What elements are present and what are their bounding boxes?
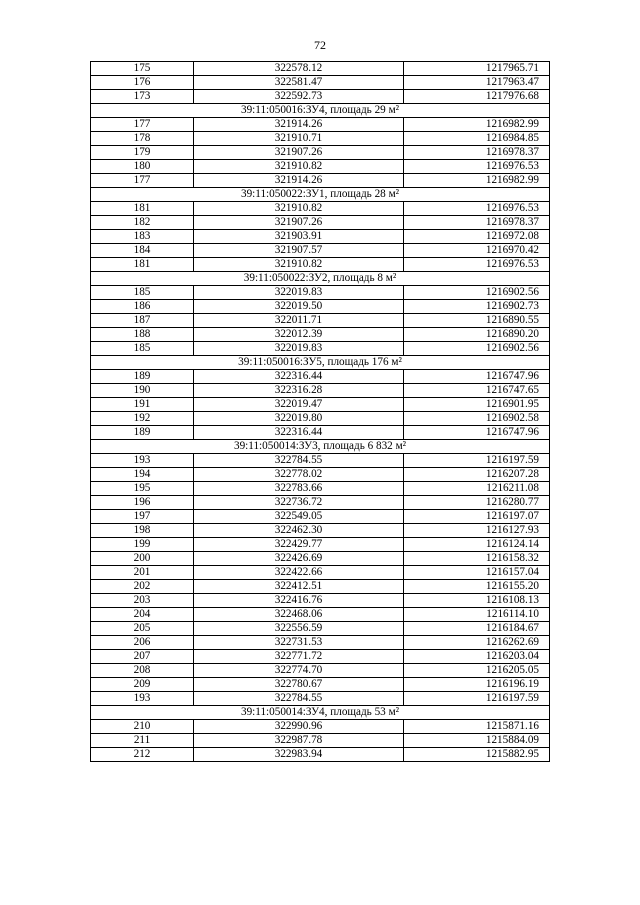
x-coordinate-cell: 322422.66 (194, 566, 404, 580)
y-coordinate-cell: 1216982.99 (404, 174, 550, 188)
table-row (91, 146, 550, 160)
table-row (91, 538, 550, 552)
y-coordinate-cell: 1216108.13 (404, 594, 550, 608)
point-number-cell: 212 (91, 748, 194, 762)
table-row (91, 370, 550, 384)
table-row (91, 664, 550, 678)
point-number-cell: 177 (91, 118, 194, 132)
point-number-cell: 208 (91, 664, 194, 678)
table-row (91, 748, 550, 762)
y-coordinate-cell: 1216207.28 (404, 468, 550, 482)
y-coordinate-cell: 1217976.68 (404, 90, 550, 104)
point-number-cell: 189 (91, 426, 194, 440)
y-coordinate-cell: 1216211.08 (404, 482, 550, 496)
table-row (91, 202, 550, 216)
y-coordinate-cell: 1216205.05 (404, 664, 550, 678)
x-coordinate-cell: 321903.91 (194, 230, 404, 244)
x-coordinate-cell: 322592.73 (194, 90, 404, 104)
point-number-cell: 180 (91, 160, 194, 174)
y-coordinate-cell: 1216901.95 (404, 398, 550, 412)
point-number-cell: 183 (91, 230, 194, 244)
table-row (91, 426, 550, 440)
table-row (91, 314, 550, 328)
point-number-cell: 175 (91, 62, 194, 76)
point-number-cell: 207 (91, 650, 194, 664)
x-coordinate-cell: 322316.44 (194, 370, 404, 384)
table-row (91, 650, 550, 664)
x-coordinate-cell: 322578.12 (194, 62, 404, 76)
y-coordinate-cell: 1216984.85 (404, 132, 550, 146)
y-coordinate-cell: 1216196.19 (404, 678, 550, 692)
point-number-cell: 189 (91, 370, 194, 384)
y-coordinate-cell: 1216976.53 (404, 160, 550, 174)
table-row (91, 398, 550, 412)
point-number-cell: 177 (91, 174, 194, 188)
table-row (91, 342, 550, 356)
y-coordinate-cell: 1216902.73 (404, 300, 550, 314)
x-coordinate-cell: 322983.94 (194, 748, 404, 762)
x-coordinate-cell: 322736.72 (194, 496, 404, 510)
section-title: 39:11:050014:ЗУ4, площадь 53 м² (91, 706, 550, 720)
table-row (91, 636, 550, 650)
y-coordinate-cell: 1216890.20 (404, 328, 550, 342)
y-coordinate-cell: 1216157.04 (404, 566, 550, 580)
section-title-row (91, 188, 550, 202)
table-row (91, 132, 550, 146)
table-row (91, 216, 550, 230)
y-coordinate-cell: 1216747.96 (404, 370, 550, 384)
x-coordinate-cell: 321914.26 (194, 174, 404, 188)
y-coordinate-cell: 1215882.95 (404, 748, 550, 762)
x-coordinate-cell: 321910.82 (194, 202, 404, 216)
table-row (91, 258, 550, 272)
y-coordinate-cell: 1216155.20 (404, 580, 550, 594)
point-number-cell: 203 (91, 594, 194, 608)
point-number-cell: 202 (91, 580, 194, 594)
x-coordinate-cell: 322556.59 (194, 622, 404, 636)
y-coordinate-cell: 1216197.59 (404, 692, 550, 706)
point-number-cell: 186 (91, 300, 194, 314)
point-number-cell: 194 (91, 468, 194, 482)
x-coordinate-cell: 321910.82 (194, 160, 404, 174)
point-number-cell: 196 (91, 496, 194, 510)
x-coordinate-cell: 322316.28 (194, 384, 404, 398)
x-coordinate-cell: 322012.39 (194, 328, 404, 342)
point-number-cell: 211 (91, 734, 194, 748)
x-coordinate-cell: 322549.05 (194, 510, 404, 524)
y-coordinate-cell: 1216184.67 (404, 622, 550, 636)
y-coordinate-cell: 1216902.58 (404, 412, 550, 426)
y-coordinate-cell: 1216114.10 (404, 608, 550, 622)
x-coordinate-cell: 322774.70 (194, 664, 404, 678)
point-number-cell: 173 (91, 90, 194, 104)
y-coordinate-cell: 1216890.55 (404, 314, 550, 328)
y-coordinate-cell: 1216262.69 (404, 636, 550, 650)
point-number-cell: 206 (91, 636, 194, 650)
table-row (91, 734, 550, 748)
table-row (91, 160, 550, 174)
x-coordinate-cell: 322412.51 (194, 580, 404, 594)
table-row (91, 62, 550, 76)
x-coordinate-cell: 322019.80 (194, 412, 404, 426)
x-coordinate-cell: 322780.67 (194, 678, 404, 692)
x-coordinate-cell: 322019.83 (194, 286, 404, 300)
table-row (91, 286, 550, 300)
point-number-cell: 184 (91, 244, 194, 258)
x-coordinate-cell: 322011.71 (194, 314, 404, 328)
y-coordinate-cell: 1215871.16 (404, 720, 550, 734)
x-coordinate-cell: 322316.44 (194, 426, 404, 440)
section-title: 39:11:050016:ЗУ4, площадь 29 м² (91, 104, 550, 118)
point-number-cell: 209 (91, 678, 194, 692)
point-number-cell: 197 (91, 510, 194, 524)
y-coordinate-cell: 1216197.07 (404, 510, 550, 524)
table-row (91, 300, 550, 314)
x-coordinate-cell: 322784.55 (194, 692, 404, 706)
y-coordinate-cell: 1216902.56 (404, 286, 550, 300)
y-coordinate-cell: 1216127.93 (404, 524, 550, 538)
point-number-cell: 187 (91, 314, 194, 328)
y-coordinate-cell: 1217963.47 (404, 76, 550, 90)
x-coordinate-cell: 322019.47 (194, 398, 404, 412)
point-number-cell: 198 (91, 524, 194, 538)
table-row (91, 566, 550, 580)
y-coordinate-cell: 1216972.08 (404, 230, 550, 244)
y-coordinate-cell: 1216982.99 (404, 118, 550, 132)
section-title: 39:11:050016:ЗУ5, площадь 176 м² (91, 356, 550, 370)
point-number-cell: 179 (91, 146, 194, 160)
section-title: 39:11:050022:ЗУ1, площадь 28 м² (91, 188, 550, 202)
table-row (91, 552, 550, 566)
table-row (91, 622, 550, 636)
point-number-cell: 188 (91, 328, 194, 342)
table-row (91, 328, 550, 342)
x-coordinate-cell: 322426.69 (194, 552, 404, 566)
x-coordinate-cell: 322468.06 (194, 608, 404, 622)
section-title-row (91, 104, 550, 118)
y-coordinate-cell: 1216976.53 (404, 202, 550, 216)
point-number-cell: 185 (91, 342, 194, 356)
y-coordinate-cell: 1216978.37 (404, 216, 550, 230)
table-row (91, 174, 550, 188)
x-coordinate-cell: 322581.47 (194, 76, 404, 90)
point-number-cell: 176 (91, 76, 194, 90)
table-row (91, 230, 550, 244)
x-coordinate-cell: 322990.96 (194, 720, 404, 734)
x-coordinate-cell: 322462.30 (194, 524, 404, 538)
table-row (91, 76, 550, 90)
page-number: 72 (314, 38, 326, 52)
point-number-cell: 199 (91, 538, 194, 552)
point-number-cell: 193 (91, 692, 194, 706)
section-title: 39:11:050022:ЗУ2, площадь 8 м² (91, 272, 550, 286)
point-number-cell: 195 (91, 482, 194, 496)
x-coordinate-cell: 322771.72 (194, 650, 404, 664)
point-number-cell: 210 (91, 720, 194, 734)
y-coordinate-cell: 1216902.56 (404, 342, 550, 356)
table-row (91, 580, 550, 594)
table-row (91, 90, 550, 104)
table-row (91, 118, 550, 132)
point-number-cell: 185 (91, 286, 194, 300)
x-coordinate-cell: 321910.82 (194, 258, 404, 272)
point-number-cell: 181 (91, 202, 194, 216)
coordinates-table (90, 61, 550, 762)
point-number-cell: 192 (91, 412, 194, 426)
y-coordinate-cell: 1217965.71 (404, 62, 550, 76)
section-title-row (91, 356, 550, 370)
table-row (91, 720, 550, 734)
table-row (91, 678, 550, 692)
y-coordinate-cell: 1216976.53 (404, 258, 550, 272)
point-number-cell: 201 (91, 566, 194, 580)
section-title-row (91, 706, 550, 720)
y-coordinate-cell: 1216197.59 (404, 454, 550, 468)
point-number-cell: 190 (91, 384, 194, 398)
x-coordinate-cell: 321907.26 (194, 216, 404, 230)
table-row (91, 412, 550, 426)
x-coordinate-cell: 322731.53 (194, 636, 404, 650)
point-number-cell: 193 (91, 454, 194, 468)
y-coordinate-cell: 1216280.77 (404, 496, 550, 510)
table-row (91, 384, 550, 398)
table-row (91, 468, 550, 482)
point-number-cell: 200 (91, 552, 194, 566)
point-number-cell: 182 (91, 216, 194, 230)
x-coordinate-cell: 322783.66 (194, 482, 404, 496)
x-coordinate-cell: 322784.55 (194, 454, 404, 468)
x-coordinate-cell: 321907.57 (194, 244, 404, 258)
y-coordinate-cell: 1215884.09 (404, 734, 550, 748)
y-coordinate-cell: 1216978.37 (404, 146, 550, 160)
table-row (91, 692, 550, 706)
point-number-cell: 205 (91, 622, 194, 636)
x-coordinate-cell: 322019.83 (194, 342, 404, 356)
table-row (91, 524, 550, 538)
section-title-row (91, 272, 550, 286)
table-row (91, 454, 550, 468)
point-number-cell: 178 (91, 132, 194, 146)
y-coordinate-cell: 1216203.04 (404, 650, 550, 664)
y-coordinate-cell: 1216970.42 (404, 244, 550, 258)
table-row (91, 608, 550, 622)
x-coordinate-cell: 322429.77 (194, 538, 404, 552)
y-coordinate-cell: 1216747.96 (404, 426, 550, 440)
point-number-cell: 204 (91, 608, 194, 622)
table-row (91, 510, 550, 524)
y-coordinate-cell: 1216158.32 (404, 552, 550, 566)
x-coordinate-cell: 322019.50 (194, 300, 404, 314)
table-row (91, 482, 550, 496)
x-coordinate-cell: 322416.76 (194, 594, 404, 608)
table-row (91, 244, 550, 258)
point-number-cell: 181 (91, 258, 194, 272)
point-number-cell: 191 (91, 398, 194, 412)
x-coordinate-cell: 321907.26 (194, 146, 404, 160)
y-coordinate-cell: 1216747.65 (404, 384, 550, 398)
y-coordinate-cell: 1216124.14 (404, 538, 550, 552)
table-row (91, 594, 550, 608)
coordinates-table-body (91, 62, 550, 762)
section-title-row (91, 440, 550, 454)
x-coordinate-cell: 321914.26 (194, 118, 404, 132)
section-title: 39:11:050014:ЗУ3, площадь 6 832 м² (91, 440, 550, 454)
x-coordinate-cell: 322778.02 (194, 468, 404, 482)
x-coordinate-cell: 322987.78 (194, 734, 404, 748)
x-coordinate-cell: 321910.71 (194, 132, 404, 146)
table-row (91, 496, 550, 510)
